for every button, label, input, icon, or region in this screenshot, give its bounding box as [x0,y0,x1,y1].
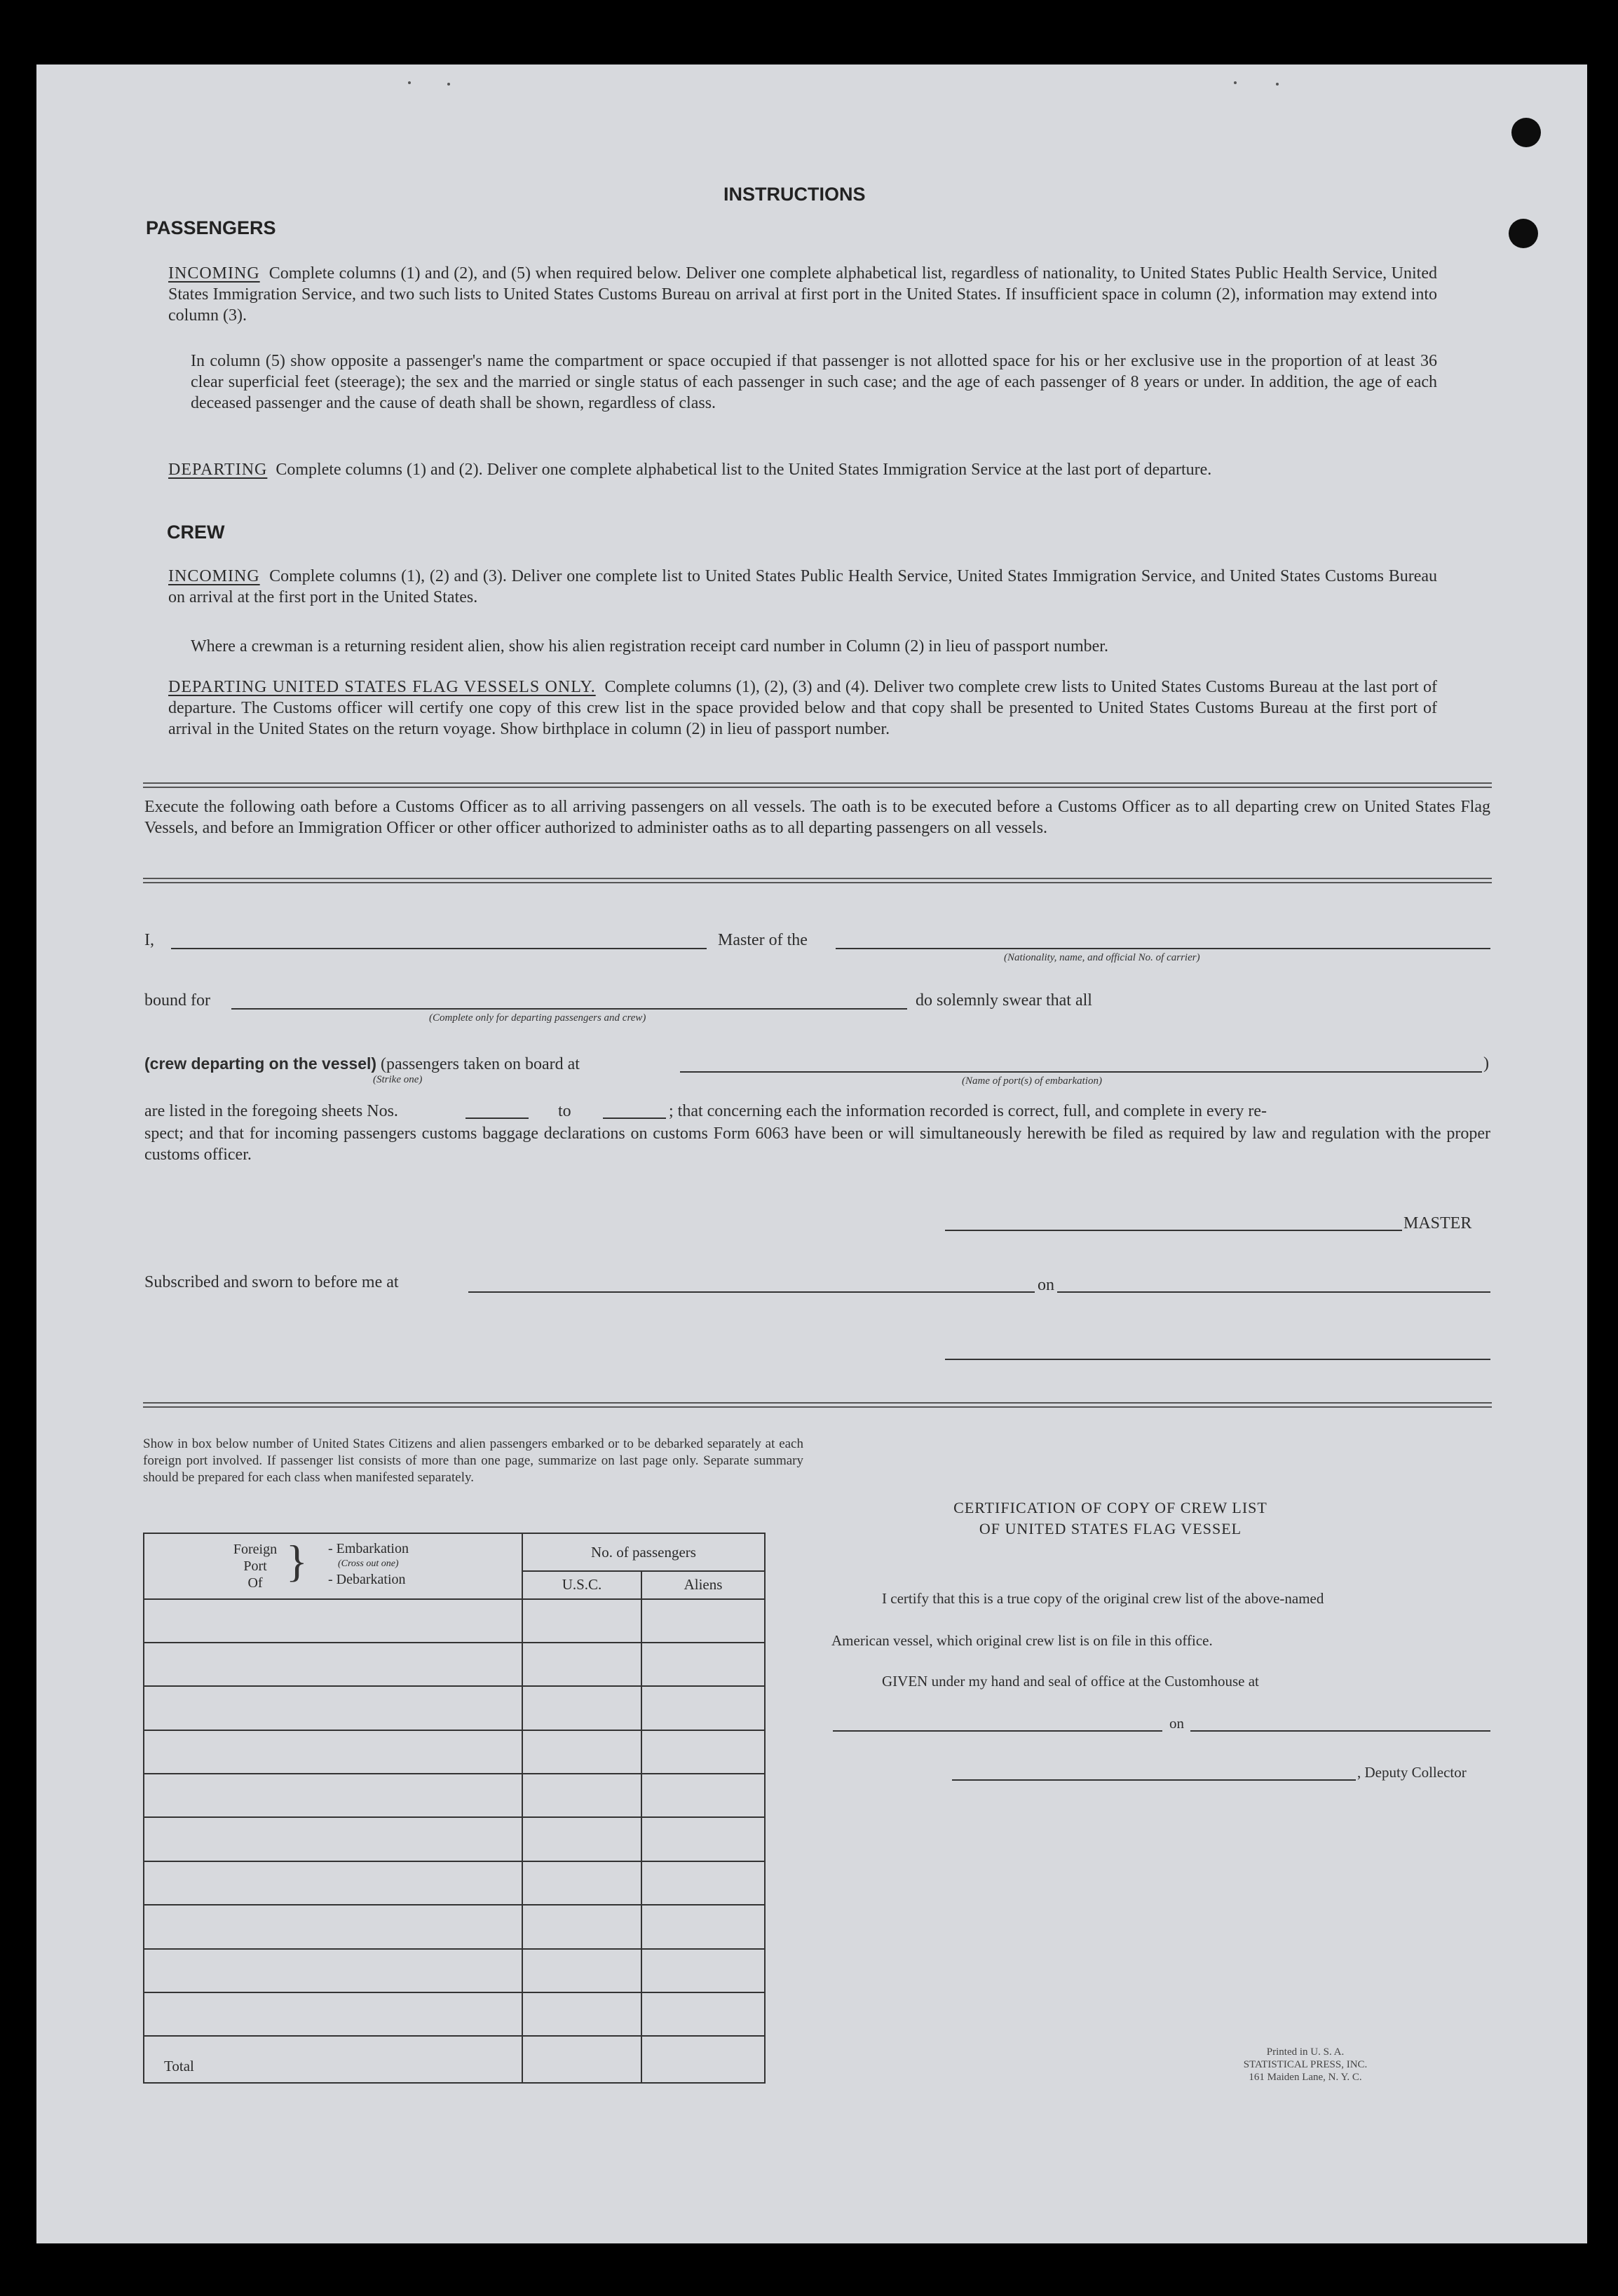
bound-for-field[interactable] [231,1008,907,1010]
i-label: I, [144,931,154,949]
crew-incoming-paragraph [168,566,1437,608]
speck [408,81,411,84]
master-name-field[interactable] [171,948,707,949]
ports-caption: (Name of port(s) of embarkation) [962,1075,1102,1087]
form-page [36,64,1587,2243]
debarkation-option[interactable]: - Debarkation [328,1572,406,1587]
swear-label: do solemnly swear that all [916,991,1092,1010]
table-row [144,1905,765,1948]
officer-signature-field[interactable] [945,1359,1490,1360]
port-cell[interactable] [144,1817,522,1861]
aliens-cell[interactable] [641,1992,765,2036]
strike-caption: (Strike one) [373,1074,423,1085]
carrier-caption: (Nationality, name, and official No. of carrier) [1004,952,1200,963]
port-cell[interactable] [144,1774,522,1817]
printer-line-3: 161 Maiden Lane, N. Y. C. [1249,2072,1362,2083]
passengers-incoming-text: Complete columns (1) and (2), and (5) when required below. Deliver one complete alphabetical list, regardless of nationality, to United States Public Health Service, United States Immigration Service, and two such lists to United States Customs Bureau on arrival at first port in the United States. If insufficient space in column (2), information may extend into column (3). [168,264,1438,325]
certification-date-field[interactable] [1190,1730,1490,1732]
usc-cell[interactable] [522,1949,641,1992]
passengers-departing-paragraph [168,459,1437,480]
sheets-to-label: to [558,1102,571,1120]
summary-instruction: Show in box below number of United States Citizens and alien passengers embarked or to be debarked separately at each foreign port involved. If passenger list consists of more than one page, summarize on last page only. Separate summary should be prepared for each class when manifested separately. [143,1436,803,1485]
certification-line-2: American vessel, which original crew list is on file in this office. [831,1632,1213,1649]
usc-cell[interactable] [522,1730,641,1774]
aliens-cell[interactable] [641,1817,765,1861]
speck [1234,81,1237,84]
certification-line-1: I certify that this is a true copy of the original crew list of the above-named [882,1590,1324,1607]
crew-departing-text: Complete columns (1), (2), (3) and (4). Deliver two complete crew lists to United States Customs Bureau at the last port of departure. The Customs officer will certify one copy of this crew list in the space provided below and that copy shall be presented to United States Customs Bureau at the first port of arrival in the United States on the return voyage. Show birthplace in column (2) in lieu of passport number. [168,678,1437,738]
embarkation-ports-field[interactable] [680,1071,1482,1073]
master-label: MASTER [1403,1214,1472,1232]
embark-options [328,1541,409,1587]
certification-title-line-2: OF UNITED STATES FLAG VESSEL [979,1520,1242,1537]
total-aliens-cell[interactable] [641,2036,765,2083]
master-signature-field[interactable] [945,1230,1402,1231]
bound-for-label: bound for [144,991,210,1010]
speck [447,83,450,86]
port-cell[interactable] [144,1599,522,1643]
aliens-cell[interactable] [641,1905,765,1948]
table-row [144,1817,765,1861]
port-cell[interactable] [144,1730,522,1774]
crew-incoming-label: INCOMING [168,567,260,585]
port-header-cell [144,1533,522,1599]
sheets-rest: spect; and that for incoming passengers customs baggage declarations on customs Form 6063 have been or will simultaneously herewith be filed as required by law and regulation with the proper customs officer. [144,1125,1490,1164]
printer-imprint [1214,2046,1396,2084]
aliens-cell[interactable] [641,1599,765,1643]
sheet-from-field[interactable] [465,1118,529,1119]
passengers-incoming-paragraph [168,263,1437,326]
aliens-cell[interactable] [641,1774,765,1817]
port-header-foreign: Foreign [233,1542,278,1557]
sworn-date-field[interactable] [1057,1291,1490,1293]
usc-cell[interactable] [522,1686,641,1730]
aliens-cell[interactable] [641,1949,765,1992]
sheets-suffix: ; that concerning each the information recorded is correct, full, and complete in every re- [669,1102,1267,1120]
crew-departing-text: (crew departing on the vessel) [144,1054,377,1073]
usc-header: U.S.C. [522,1571,641,1599]
port-cell[interactable] [144,1905,522,1948]
punch-hole-icon [1511,118,1541,147]
carrier-field[interactable] [836,948,1490,949]
port-cell[interactable] [144,1643,522,1686]
certification-title-line-1: CERTIFICATION OF COPY OF CREW LIST [953,1499,1267,1516]
usc-cell[interactable] [522,1817,641,1861]
usc-cell[interactable] [522,1905,641,1948]
divider [143,782,1492,788]
oath-intro: Execute the following oath before a Customs Officer as to all arriving passengers on all vessels. The oath is to be executed before a Customs Officer as to all departing crew on United States Flag Vessels, and before an Immigration Officer or other officer authorized to administer oaths as to all departing passengers on all vessels. [144,798,1490,837]
table-row [144,1643,765,1686]
port-header [227,1541,283,1591]
crew-departing-paragraph [168,677,1437,740]
master-of-the-label: Master of the [718,931,808,949]
port-cell[interactable] [144,1686,522,1730]
port-header-port: Port [243,1558,267,1574]
aliens-cell[interactable] [641,1861,765,1905]
deputy-signature-field[interactable] [952,1779,1356,1781]
passengers-heading: PASSENGERS [146,217,276,238]
brace-icon: } [286,1536,308,1586]
usc-cell[interactable] [522,1774,641,1817]
divider [143,878,1492,883]
table-row [144,1774,765,1817]
certification-on-label: on [1169,1715,1184,1732]
passengers-departing-label: DEPARTING [168,461,268,479]
total-usc-cell[interactable] [522,2036,641,2083]
passengers-departing-text: Complete columns (1) and (2). Deliver one complete alphabetical list to the United States Immigration Service at the last port of departure. [276,461,1212,479]
passengers-taken-label: (passengers taken on board at [381,1055,580,1073]
no-passengers-header: No. of passengers [522,1533,765,1571]
sheets-prefix: are listed in the foregoing sheets Nos. [144,1102,398,1120]
table-row [144,1861,765,1905]
close-paren: ) [1483,1054,1489,1073]
divider [143,1402,1492,1408]
passengers-incoming-label: INCOMING [168,264,260,283]
printer-line-2: STATISTICAL PRESS, INC. [1243,2059,1368,2070]
sheet-to-field[interactable] [603,1118,666,1119]
certification-title [858,1497,1363,1540]
table-row [144,1949,765,1992]
embarkation-option[interactable]: - Embarkation [328,1541,409,1556]
cross-out-caption: (Cross out one) [338,1558,399,1569]
aliens-cell[interactable] [641,1643,765,1686]
aliens-cell[interactable] [641,1730,765,1774]
printer-line-1: Printed in U. S. A. [1266,2046,1345,2058]
aliens-header: Aliens [641,1571,765,1599]
crew-resident-paragraph: Where a crewman is a returning resident alien, show his alien registration receipt card number in Column (2) in lieu of passport number. [191,637,1108,655]
customhouse-field[interactable] [833,1730,1162,1732]
total-label: Total [144,2036,522,2083]
table-row [144,1730,765,1774]
certification-line-3: GIVEN under my hand and seal of office at the Customhouse at [882,1673,1259,1690]
aliens-cell[interactable] [641,1686,765,1730]
table-row [144,1599,765,1643]
usc-cell[interactable] [522,1861,641,1905]
speck [1276,83,1279,86]
sworn-place-field[interactable] [468,1291,1035,1293]
bound-for-caption: (Complete only for departing passengers and crew) [429,1012,646,1024]
port-cell[interactable] [144,1861,522,1905]
table-row [144,1686,765,1730]
usc-cell[interactable] [522,1599,641,1643]
port-header-of: Of [247,1575,263,1591]
passenger-summary-table [143,1533,766,2084]
crew-departing-label: DEPARTING UNITED STATES FLAG VESSELS ONLY. [168,678,596,696]
crew-heading: CREW [167,522,225,543]
usc-cell[interactable] [522,1643,641,1686]
crew-incoming-text: Complete columns (1), (2) and (3). Deliver one complete list to United States Public Health Service, United States Immigration Service, and United States Customs Bureau on arrival at the first port in the United States. [168,567,1438,606]
instructions-title: INSTRUCTIONS [723,184,866,205]
sworn-on-label: on [1038,1276,1054,1294]
punch-hole-icon [1509,219,1538,248]
usc-cell[interactable] [522,1992,641,2036]
passengers-column5-paragraph: In column (5) show opposite a passenger's name the compartment or space occupied if that passenger is not allotted space for his or her exclusive use in the proportion of at least 36 clear superficial feet (steerage); the sex and the married or single status of each passenger in such case; and the age of each passenger of 8 years or under. In addition, the age of each deceased passenger and the cause of death shall be shown, regardless of class. [191,352,1437,412]
table-row [144,1992,765,2036]
port-cell[interactable] [144,1949,522,1992]
crew-departing-option [144,1054,580,1074]
deputy-collector-label: , Deputy Collector [1357,1764,1467,1781]
subscribed-label: Subscribed and sworn to before me at [144,1273,399,1291]
port-cell[interactable] [144,1992,522,2036]
